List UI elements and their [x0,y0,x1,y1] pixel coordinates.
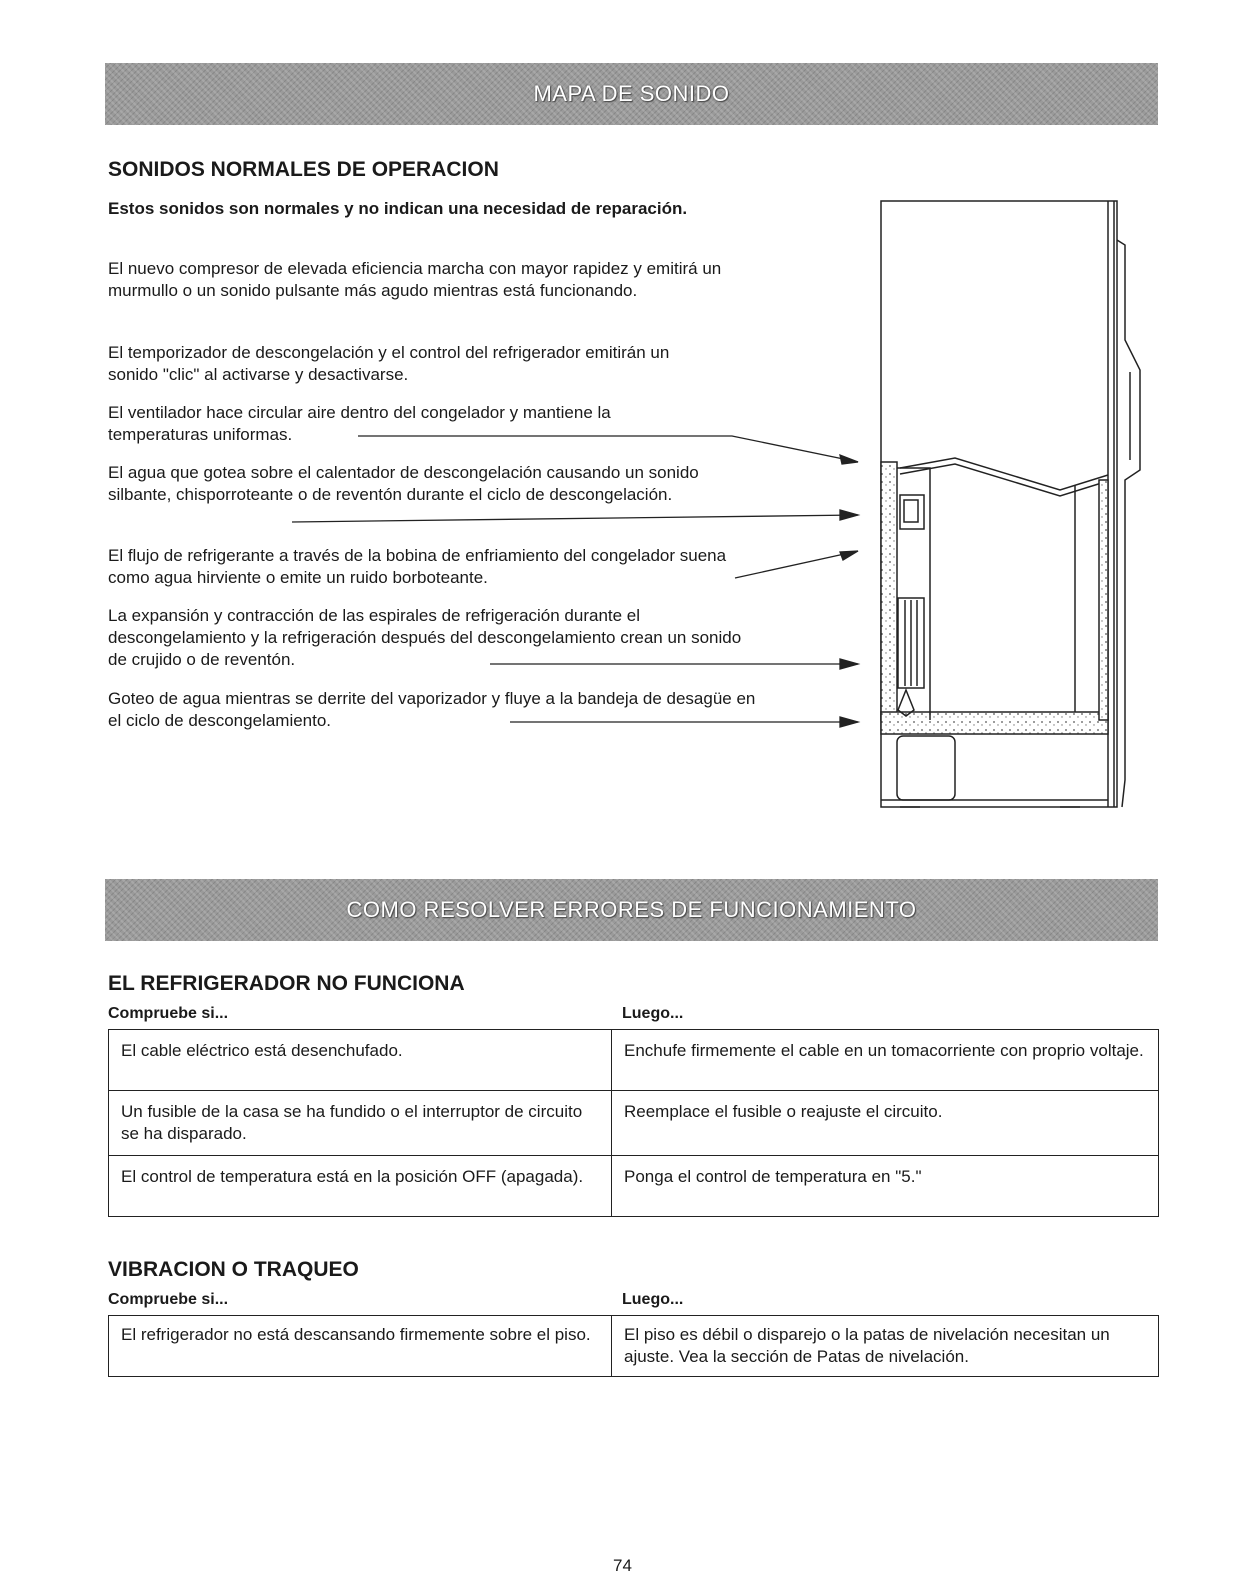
then-cell: Reemplace el fusible o reajuste el circuito. [612,1091,1159,1156]
section-title-vibration: VIBRACION O TRAQUEO [108,1258,359,1281]
sound-paragraph-timer: El temporizador de descongelación y el control del refrigerador emitirán un sonido "clic" al activarse y desactivarse. [108,343,670,384]
table-row [109,1091,1159,1156]
refrigerator-outline [881,201,1140,807]
troubleshooting-table-not-working [108,1029,1159,1217]
troubleshooting-banner [105,879,1158,941]
section-title-not-working: EL REFRIGERADOR NO FUNCIONA [108,972,465,995]
sound-paragraph-fan: El ventilador hace circular aire dentro del congelador y mantiene la temperaturas uniformas. [108,403,611,444]
check-label: Compruebe si... [108,1291,229,1308]
page-number: 74 [613,1556,632,1575]
check-cell: Un fusible de la casa se ha fundido o el interruptor de circuito se ha disparado. [109,1091,612,1156]
then-label: Luego... [622,1005,684,1022]
sound-paragraph-compressor: El nuevo compresor de elevada eficiencia marcha con mayor rapidez y emitirá un murmullo o un sonido pulsante más agudo mientras está funcionando. [108,259,722,300]
table-row [109,1156,1159,1217]
sound-map-banner-text: MAPA DE SONIDO [533,81,730,106]
table-row [109,1316,1159,1377]
sound-paragraph-coils: La expansión y contracción de las espirales de refrigeración durante el descongelamiento y la refrigeración después del descongelamiento crean un sonido de crujido o de reventón. [108,606,742,669]
check-label: Compruebe si... [108,1005,229,1022]
troubleshooting-table-vibration [108,1315,1159,1377]
then-cell: Ponga el control de temperatura en "5." [612,1156,1159,1217]
then-cell: Enchufe firmemente el cable en un tomacorriente con proprio voltaje. [612,1030,1159,1091]
then-label: Luego... [622,1291,684,1308]
sound-paragraph-defrost-heater: El agua que gotea sobre el calentador de descongelación causando un sonido silbante, chisporroteante o de reventón durante el ciclo de descongelación. [108,463,699,504]
sound-map-title: SONIDOS NORMALES DE OPERACION [108,158,499,181]
sound-arrows [292,436,858,727]
sound-paragraph-drip: Goteo de agua mientras se derrite del vaporizador y fluye a la bandeja de desagüe en el ciclo de descongelamiento. [108,689,756,730]
sound-paragraph-refrigerant: El flujo de refrigerante a través de la bobina de enfriamiento del congelador suena como agua hirviente o emite un ruido borboteante. [108,546,727,587]
check-cell: El control de temperatura está en la posición OFF (apagada). [109,1156,612,1217]
then-cell: El piso es débil o disparejo o la patas de nivelación necesitan un ajuste. Vea la sección de Patas de nivelación. [612,1316,1159,1377]
sound-map-subtitle: Estos sonidos son normales y no indican una necesidad de reparación. [108,199,688,218]
troubleshooting-banner-text: COMO RESOLVER ERRORES DE FUNCIONAMIENTO [346,897,917,922]
check-cell: El cable eléctrico está desenchufado. [109,1030,612,1091]
table-row [109,1030,1159,1091]
check-cell: El refrigerador no está descansando firmemente sobre el piso. [109,1316,612,1377]
